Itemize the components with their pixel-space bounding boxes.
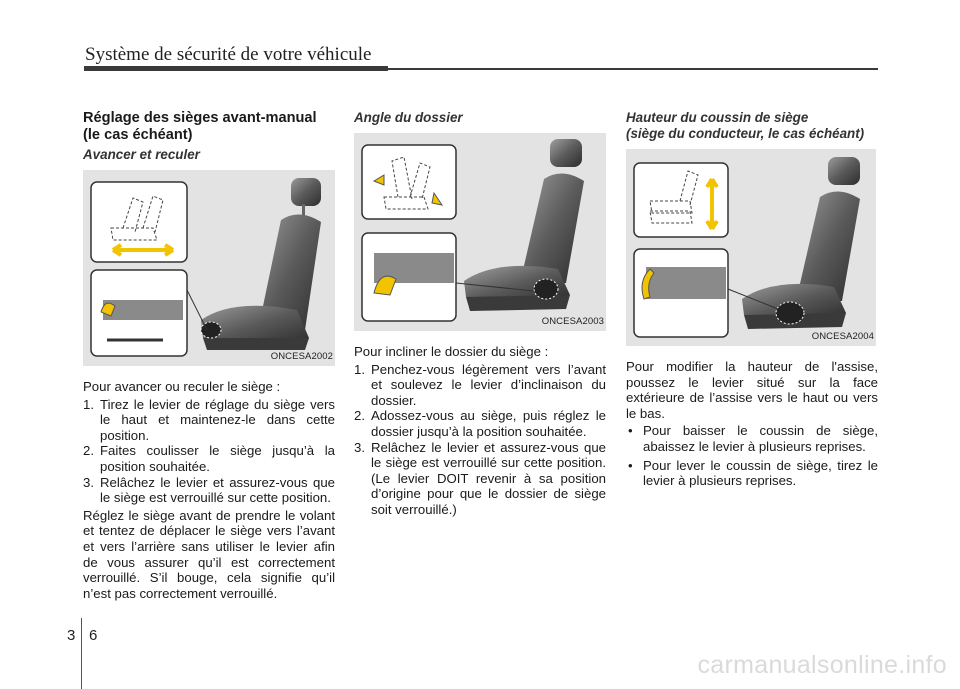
note-text: Réglez le siège avant de prendre le volant et tentez de déplacer le siège vers l’avant et vers l’arrière sans utiliser le levier afin de vous assurer qu’il est correctement verrouillé. S’il bouge, cela signifie qu’il n’est pas correctement verrouillé.	[83, 507, 335, 601]
step-list	[83, 397, 335, 506]
figure-cushion-height	[626, 149, 876, 346]
recline-lever-icon	[354, 133, 606, 331]
intro-text: Pour modifier la hauteur de l'assise, poussez le levier situé sur la face extérieure de l’assise vers le haut ou vers le bas.	[626, 359, 878, 421]
figure-code: ONCESA2003	[541, 316, 604, 328]
list-item: • Pour lever le coussin de siège, tirez le levier à plusieurs reprises.	[628, 457, 878, 489]
height-lever-icon	[626, 149, 876, 346]
list-item: 1. Penchez-vous légèrement vers l’avant et soulevez le levier d’inclinaison du dossier.	[354, 361, 606, 408]
chapter-number: 3	[67, 627, 76, 644]
header-title: Système de sécurité de votre véhicule	[85, 44, 372, 65]
list-item: • Pour baisser le coussin de siège, abaissez le levier à plusieurs reprises.	[628, 423, 878, 454]
figure-backrest-angle	[354, 133, 606, 331]
column-seat-slide	[83, 110, 335, 601]
header-rule-thick	[84, 66, 388, 71]
figure-seat-slide	[83, 170, 335, 366]
subsection-title-slide: Avancer et reculer	[83, 147, 200, 162]
subsection-title-height: Hauteur du coussin de siège (siège du conducteur, le cas échéant)	[626, 110, 865, 141]
intro-text: Pour incliner le dossier du siège :	[354, 344, 549, 359]
list-item: 3. Relâchez le levier et assurez-vous que le siège est verrouillé sur cette position. (Le levier DOIT revenir à sa position d’origine pour que le dossier de siège soit verrouillé.)	[354, 439, 606, 517]
list-item: 2. Faites coulisser le siège jusqu’à la position souhaitée.	[83, 443, 335, 474]
seat-slide-diagram-icon	[83, 170, 335, 366]
header-rule-thin	[388, 68, 878, 70]
list-item: 3. Relâchez le levier et assurez-vous que le siège est verrouillé sur cette position.	[83, 474, 335, 506]
intro-text: Pour avancer ou reculer le siège :	[83, 379, 281, 394]
page-number: 6	[89, 627, 98, 644]
figure-code: ONCESA2002	[270, 351, 333, 363]
list-item: 2. Adossez-vous au siège, puis réglez le dossier jusqu’à la position souhaitée.	[354, 408, 606, 439]
section-title: Réglage des sièges avant-manual (le cas échéant)	[83, 110, 317, 143]
subsection-title-recline: Angle du dossier	[354, 110, 463, 125]
list-item: 1. Tirez le levier de réglage du siège vers le haut et maintenez-le dans cette position.	[83, 396, 335, 443]
bullet-list	[626, 423, 878, 488]
watermark: carmanualsonline.info	[697, 651, 947, 679]
step-list	[354, 362, 606, 518]
page-number-divider	[81, 618, 82, 689]
column-cushion-height	[626, 110, 878, 492]
figure-code: ONCESA2004	[811, 331, 874, 343]
column-backrest-angle	[354, 110, 606, 518]
